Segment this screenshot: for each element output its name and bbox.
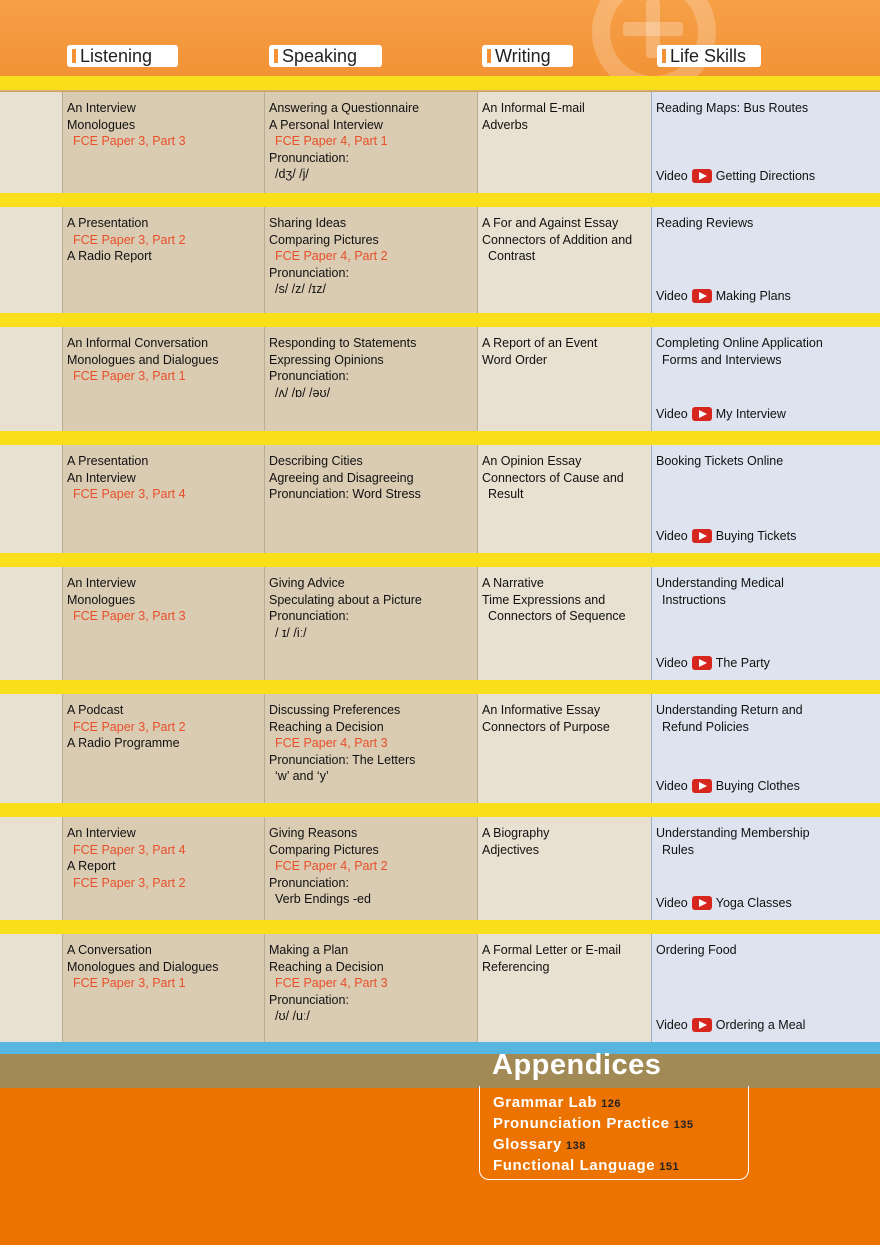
content-line: Referencing [482, 959, 550, 974]
content-line: A Report of an Event [482, 336, 598, 350]
exam-reference: FCE Paper 3, Part 4 [73, 487, 186, 501]
video-title: Buying Clothes [715, 778, 800, 793]
speaking-cell [265, 817, 478, 920]
content-line: Pronunciation: [269, 992, 349, 1007]
content-line: /dʒ/ /j/ [275, 167, 309, 181]
speaking-cell [265, 567, 478, 680]
listening-cell [63, 817, 265, 920]
content-line: Pronunciation: [269, 369, 349, 383]
content-line: Booking Tickets Online [656, 454, 784, 468]
exam-reference: FCE Paper 4, Part 1 [275, 134, 388, 148]
yellow-divider [0, 553, 880, 567]
content-line: Reaching a Decision [269, 959, 384, 974]
play-icon [692, 407, 712, 421]
content-line: Making a Plan [269, 943, 349, 957]
yellow-divider [0, 431, 880, 445]
content-line: A Radio Report [67, 249, 152, 263]
exam-reference: FCE Paper 3, Part 2 [73, 719, 186, 734]
yellow-divider [0, 193, 880, 207]
unit-row [0, 327, 880, 431]
listening-cell [63, 327, 265, 431]
speaking-cell [265, 934, 478, 1042]
content-line: Rules [662, 842, 694, 857]
content-line: Pronunciation: [269, 150, 349, 165]
header-life-skills: Life Skills [657, 45, 761, 67]
appendices-title: Appendices [492, 1049, 662, 1081]
video-label: Video [656, 528, 688, 543]
life-skills-cell [652, 207, 880, 313]
exam-reference: FCE Paper 4, Part 2 [275, 859, 388, 873]
content-line: Time Expressions and [482, 592, 606, 607]
yellow-divider [0, 680, 880, 694]
content-line: Pronunciation: [269, 875, 349, 890]
content-line: Instructions [662, 592, 726, 607]
content-line: An Interview [67, 101, 136, 115]
content-line: A Biography [482, 826, 550, 840]
writing-cell [478, 817, 652, 920]
yellow-divider [0, 920, 880, 934]
unit-row [0, 445, 880, 553]
life-skills-cell [652, 92, 880, 193]
content-line: Reaching a Decision [269, 719, 384, 734]
life-skills-cell [652, 327, 880, 431]
video-link[interactable] [656, 1017, 805, 1034]
content-line: Adjectives [482, 842, 539, 857]
video-label: Video [656, 168, 688, 183]
content-line: Reading Reviews [656, 216, 754, 230]
khaki-stripe [0, 1054, 880, 1088]
video-label: Video [656, 406, 688, 421]
video-label: Video [656, 1017, 688, 1032]
content-line: An Informative Essay [482, 703, 601, 717]
video-title: Yoga Classes [715, 895, 792, 910]
exam-reference: FCE Paper 4, Part 3 [275, 976, 388, 990]
content-line: Result [488, 487, 524, 501]
life-skills-cell [652, 817, 880, 920]
unit-row [0, 92, 880, 193]
content-line: Discussing Preferences [269, 703, 401, 717]
blue-stripe [0, 1042, 880, 1054]
content-line: A Report [67, 859, 116, 873]
unit-cell [0, 817, 63, 920]
video-title: Buying Tickets [715, 528, 797, 543]
content-line: Pronunciation: The Letters [269, 752, 416, 767]
content-line: An Interview [67, 470, 136, 485]
unit-cell [0, 567, 63, 680]
video-link[interactable] [656, 406, 786, 423]
listening-cell [63, 445, 265, 553]
video-link[interactable] [656, 528, 796, 545]
exam-reference: FCE Paper 4, Part 2 [275, 249, 388, 263]
content-line: /ʌ/ /ɒ/ /əʊ/ [275, 385, 331, 400]
content-line: A Formal Letter or E-mail [482, 943, 621, 957]
exam-reference: FCE Paper 3, Part 1 [73, 976, 186, 990]
content-line: /s/ /z/ /ɪz/ [275, 282, 326, 296]
exam-reference: FCE Paper 4, Part 3 [275, 736, 388, 750]
content-line: Ordering Food [656, 943, 737, 957]
video-label: Video [656, 655, 688, 670]
exam-reference: FCE Paper 3, Part 3 [73, 609, 186, 623]
speaking-cell [265, 207, 478, 313]
unit-row [0, 817, 880, 920]
life-skills-cell [652, 567, 880, 680]
unit-cell [0, 934, 63, 1042]
unit-cell [0, 445, 63, 553]
header-speaking: Speaking [269, 45, 382, 67]
play-icon [692, 289, 712, 303]
content-line: A Conversation [67, 943, 152, 957]
speaking-cell [265, 694, 478, 803]
speaking-cell [265, 445, 478, 553]
unit-row [0, 694, 880, 803]
life-skills-cell [652, 694, 880, 803]
writing-cell [478, 694, 652, 803]
content-line: Comparing Pictures [269, 232, 379, 247]
yellow-divider [0, 313, 880, 327]
play-icon [692, 169, 712, 183]
listening-cell [63, 207, 265, 313]
video-label: Video [656, 778, 688, 793]
content-line: An Opinion Essay [482, 454, 582, 468]
content-line: Monologues and Dialogues [67, 959, 219, 974]
content-line: Describing Cities [269, 454, 363, 468]
header-listening: Listening [67, 45, 178, 67]
writing-cell [478, 92, 652, 193]
content-line: A Podcast [67, 703, 124, 717]
content-line: Refund Policies [662, 719, 749, 734]
listening-cell [63, 92, 265, 193]
content-line: Understanding Return and [656, 703, 803, 717]
exam-reference: FCE Paper 3, Part 4 [73, 842, 186, 857]
content-line: Responding to Statements [269, 336, 417, 350]
content-line: Monologues [67, 592, 136, 607]
video-link[interactable] [656, 778, 800, 795]
video-title: Ordering a Meal [715, 1017, 806, 1032]
content-line: A Radio Programme [67, 736, 180, 750]
video-title: The Party [715, 655, 770, 670]
exam-reference: FCE Paper 3, Part 2 [73, 875, 186, 890]
video-label: Video [656, 288, 688, 303]
exam-reference: FCE Paper 3, Part 1 [73, 369, 186, 383]
writing-cell [478, 567, 652, 680]
video-link[interactable] [656, 895, 792, 912]
play-icon [692, 656, 712, 670]
exam-reference: FCE Paper 3, Part 2 [73, 232, 186, 247]
content-line: Connectors of Cause and [482, 470, 624, 485]
content-line: A Presentation [67, 454, 149, 468]
content-line: Pronunciation: Word Stress [269, 487, 421, 501]
content-line: Adverbs [482, 117, 528, 132]
content-line: / ɪ/ /iː/ [275, 625, 307, 640]
appendix-item: Functional Language 151 [493, 1157, 680, 1174]
play-icon [692, 529, 712, 543]
content-line: Understanding Membership [656, 826, 810, 840]
unit-row [0, 567, 880, 680]
life-skills-cell [652, 445, 880, 553]
appendix-item: Pronunciation Practice 135 [493, 1115, 694, 1132]
content-line: Connectors of Sequence [488, 609, 626, 623]
life-skills-cell [652, 934, 880, 1042]
appendix-item: Grammar Lab 126 [493, 1094, 621, 1111]
writing-cell [478, 207, 652, 313]
content-line: An Interview [67, 576, 136, 590]
content-line: ‘w’ and ‘y’ [275, 769, 329, 783]
content-line: A For and Against Essay [482, 216, 619, 230]
unit-row [0, 934, 880, 1042]
content-line: Pronunciation: [269, 609, 349, 623]
listening-cell [63, 567, 265, 680]
exam-reference: FCE Paper 3, Part 3 [73, 134, 186, 148]
video-title: My Interview [715, 406, 786, 421]
content-line: Speculating about a Picture [269, 592, 422, 607]
unit-cell [0, 207, 63, 313]
content-line: Understanding Medical [656, 576, 784, 590]
content-line: Word Order [482, 352, 548, 367]
listening-cell [63, 934, 265, 1042]
content-line: /ʊ/ /uː/ [275, 1009, 310, 1023]
content-line: Answering a Questionnaire [269, 101, 420, 115]
unit-cell [0, 92, 63, 193]
unit-row [0, 207, 880, 313]
content-line: An Interview [67, 826, 136, 840]
yellow-divider [0, 803, 880, 817]
content-line: Expressing Opinions [269, 352, 384, 367]
content-line: Connectors of Purpose [482, 719, 610, 734]
content-line: An Informal E-mail [482, 101, 585, 115]
content-line: An Informal Conversation [67, 336, 209, 350]
unit-cell [0, 327, 63, 431]
content-line: Verb Endings -ed [275, 892, 371, 906]
video-link[interactable] [656, 288, 791, 305]
content-line: A Personal Interview [269, 117, 383, 132]
content-line: Forms and Interviews [662, 352, 782, 367]
content-line: Contrast [488, 249, 536, 263]
content-line: Giving Reasons [269, 826, 358, 840]
video-link[interactable] [656, 168, 815, 185]
video-link[interactable] [656, 655, 770, 672]
content-line: Monologues [67, 117, 136, 132]
header-writing: Writing [482, 45, 573, 67]
content-line: Completing Online Application [656, 336, 823, 350]
listening-cell [63, 694, 265, 803]
play-icon [692, 896, 712, 910]
writing-cell [478, 445, 652, 553]
content-line: Giving Advice [269, 576, 345, 590]
speaking-cell [265, 327, 478, 431]
content-line: Comparing Pictures [269, 842, 379, 857]
content-line: A Presentation [67, 216, 149, 230]
unit-cell [0, 694, 63, 803]
writing-cell [478, 934, 652, 1042]
content-line: Reading Maps: Bus Routes [656, 101, 809, 115]
video-title: Making Plans [715, 288, 791, 303]
play-icon [692, 779, 712, 793]
content-line: A Narrative [482, 576, 544, 590]
content-line: Monologues and Dialogues [67, 352, 219, 367]
content-line: Connectors of Addition and [482, 232, 633, 247]
yellow-divider [0, 76, 880, 90]
play-icon [692, 1018, 712, 1032]
video-title: Getting Directions [715, 168, 816, 183]
video-label: Video [656, 895, 688, 910]
content-line: Sharing Ideas [269, 216, 347, 230]
appendix-item: Glossary 138 [493, 1136, 586, 1153]
content-line: Agreeing and Disagreeing [269, 470, 414, 485]
content-line: Pronunciation: [269, 265, 349, 280]
writing-cell [478, 327, 652, 431]
speaking-cell [265, 92, 478, 193]
